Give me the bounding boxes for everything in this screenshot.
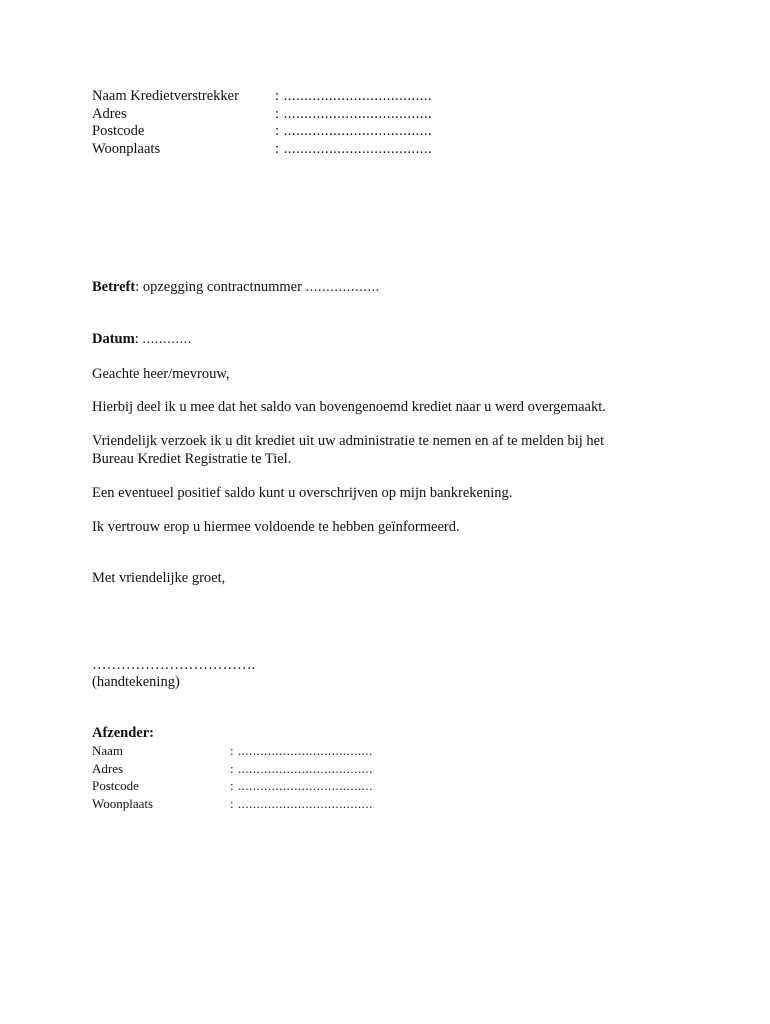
paragraph-3: Een eventueel positief saldo kunt u overschrijven op mijn bankrekening. [92, 485, 513, 501]
sender-heading: Afzender: [92, 725, 155, 741]
subject-dots: .................. [305, 279, 380, 295]
date-text: : [134, 331, 143, 347]
sender-name-label: Naam [92, 743, 124, 758]
sender-city-value: : .................................... [230, 796, 373, 811]
date-line [92, 330, 692, 348]
recipient-address-value: : .................................... [275, 106, 433, 122]
recipient-city-value: : .................................... [275, 141, 433, 157]
date-label: Datum [92, 331, 135, 347]
sender-address-value: : .................................... [230, 761, 373, 776]
salutation: Geachte heer/mevrouw, [92, 366, 230, 382]
paragraph-4: Ik vertrouw erop u hiermee voldoende te hebben geïnformeerd. [92, 519, 460, 535]
recipient-name-label: Naam Kredietverstrekker [92, 88, 239, 104]
paragraph-1: Hierbij deel ik u mee dat het saldo van bovengenoemd krediet naar u werd overgemaakt. [92, 399, 606, 415]
subject-text: : opzegging contractnummer [135, 279, 306, 295]
paragraph-2-line-2: Bureau Krediet Registratie te Tiel. [92, 451, 292, 467]
sender-postcode-label: Postcode [92, 778, 139, 793]
sender-address-label: Adres [92, 761, 124, 776]
paragraph-2-line-1: Vriendelijk verzoek ik u dit krediet uit uw administratie te nemen en af te melden bij het [92, 433, 605, 449]
subject-line [92, 278, 692, 296]
recipient-name-value: : .................................... [275, 88, 433, 104]
signature-line: ……………………………. [92, 657, 256, 673]
recipient-city-label: Woonplaats [92, 141, 161, 157]
sender-city-label: Woonplaats [92, 796, 154, 811]
subject-label: Betreft [92, 279, 136, 295]
sender-postcode-value: : .................................... [230, 778, 373, 793]
closing: Met vriendelijke groet, [92, 570, 226, 586]
signature-caption: (handtekening) [92, 674, 180, 690]
date-dots: ............ [142, 331, 192, 347]
recipient-postcode-label: Postcode [92, 123, 145, 139]
recipient-postcode-value: : .................................... [275, 123, 433, 139]
sender-name-value: : .................................... [230, 743, 373, 758]
recipient-address-label: Adres [92, 106, 127, 122]
